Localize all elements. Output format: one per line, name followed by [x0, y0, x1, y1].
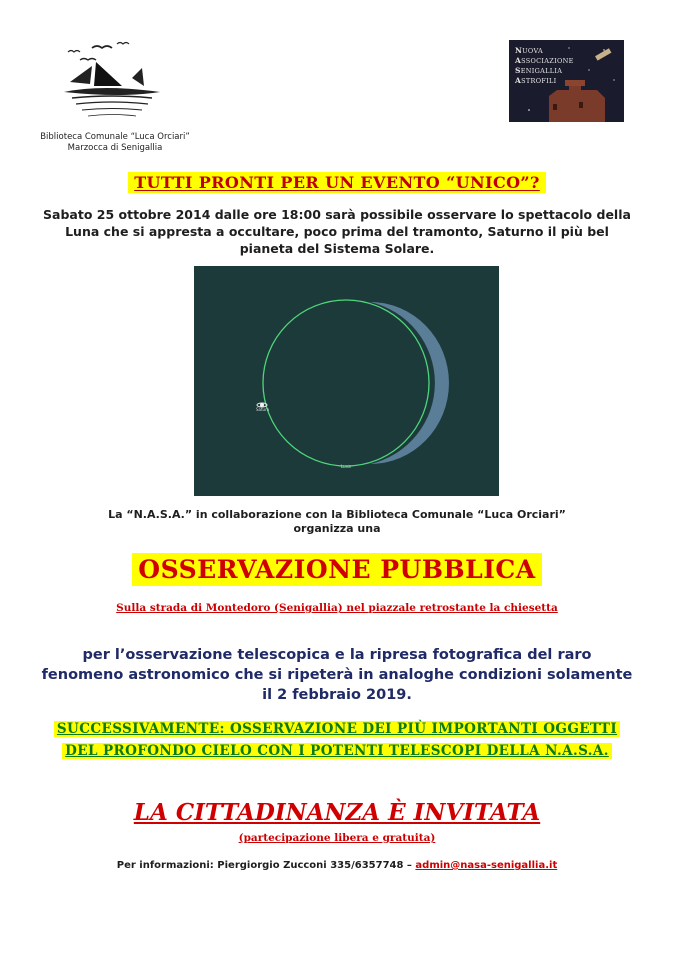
saturn-label: Saturn	[256, 407, 270, 412]
collaboration-text	[40, 508, 634, 536]
collaboration-line1: La “N.A.S.A.” in collaborazione con la Biblioteca Comunale “Luca Orciari”	[108, 508, 566, 521]
invitation-note: (partecipazione libera e gratuita)	[238, 832, 436, 844]
observation-purpose: per l’osservazione telescopica e la ripresa fotografica del raro fenomeno astronomico che si ripeterà in analoghe condizioni solamente il 2 febbraio 2019.	[41, 647, 633, 703]
afterwards-text: SUCCESSIVAMENTE: OSSERVAZIONE DEI PIÙ IMPORTANTI OGGETTI DEL PROFONDO CIELO CON I POTENTI TELESCOPI DELLA N.A.S.A.	[54, 721, 620, 759]
collaboration-line2: organizza una	[293, 522, 381, 535]
contact-email-link[interactable]: admin@nasa-senigallia.it	[415, 860, 558, 871]
library-name-line2: Marzocca di Senigallia	[67, 143, 163, 153]
contact-prefix: Per informazioni: Piergiorgio Zucconi 335/6357748 –	[116, 860, 412, 871]
library-logo	[62, 40, 162, 120]
observation-location: Sulla strada di Montedoro (Senigallia) nel piazzale retrostante la chiesetta	[116, 602, 558, 614]
event-intro: Sabato 25 ottobre 2014 dalle ore 18:00 sarà possibile osservare lo spettacolo della Luna che si appresta a occultare, poco prima del tramonto, Saturno il più bel pianeta del Sistema Solare.	[43, 207, 631, 256]
library-name	[40, 132, 190, 154]
contact-info	[0, 860, 674, 871]
library-name-line1: Biblioteca Comunale “Luca Orciari”	[40, 132, 190, 142]
nasa-logo	[509, 40, 624, 122]
observation-title: OSSERVAZIONE PUBBLICA	[132, 553, 541, 586]
nasa-logo-text: NUOVA ASSOCIAZIONE SENIGALLIA ASTROFILI	[515, 46, 574, 85]
moon-label: Luna	[341, 464, 351, 469]
moon-occultation-image	[194, 266, 499, 496]
invitation-headline: LA CITTADINANZA È INVITATA	[133, 799, 541, 826]
event-title: TUTTI PRONTI PER UN EVENTO “UNICO”?	[128, 172, 546, 193]
